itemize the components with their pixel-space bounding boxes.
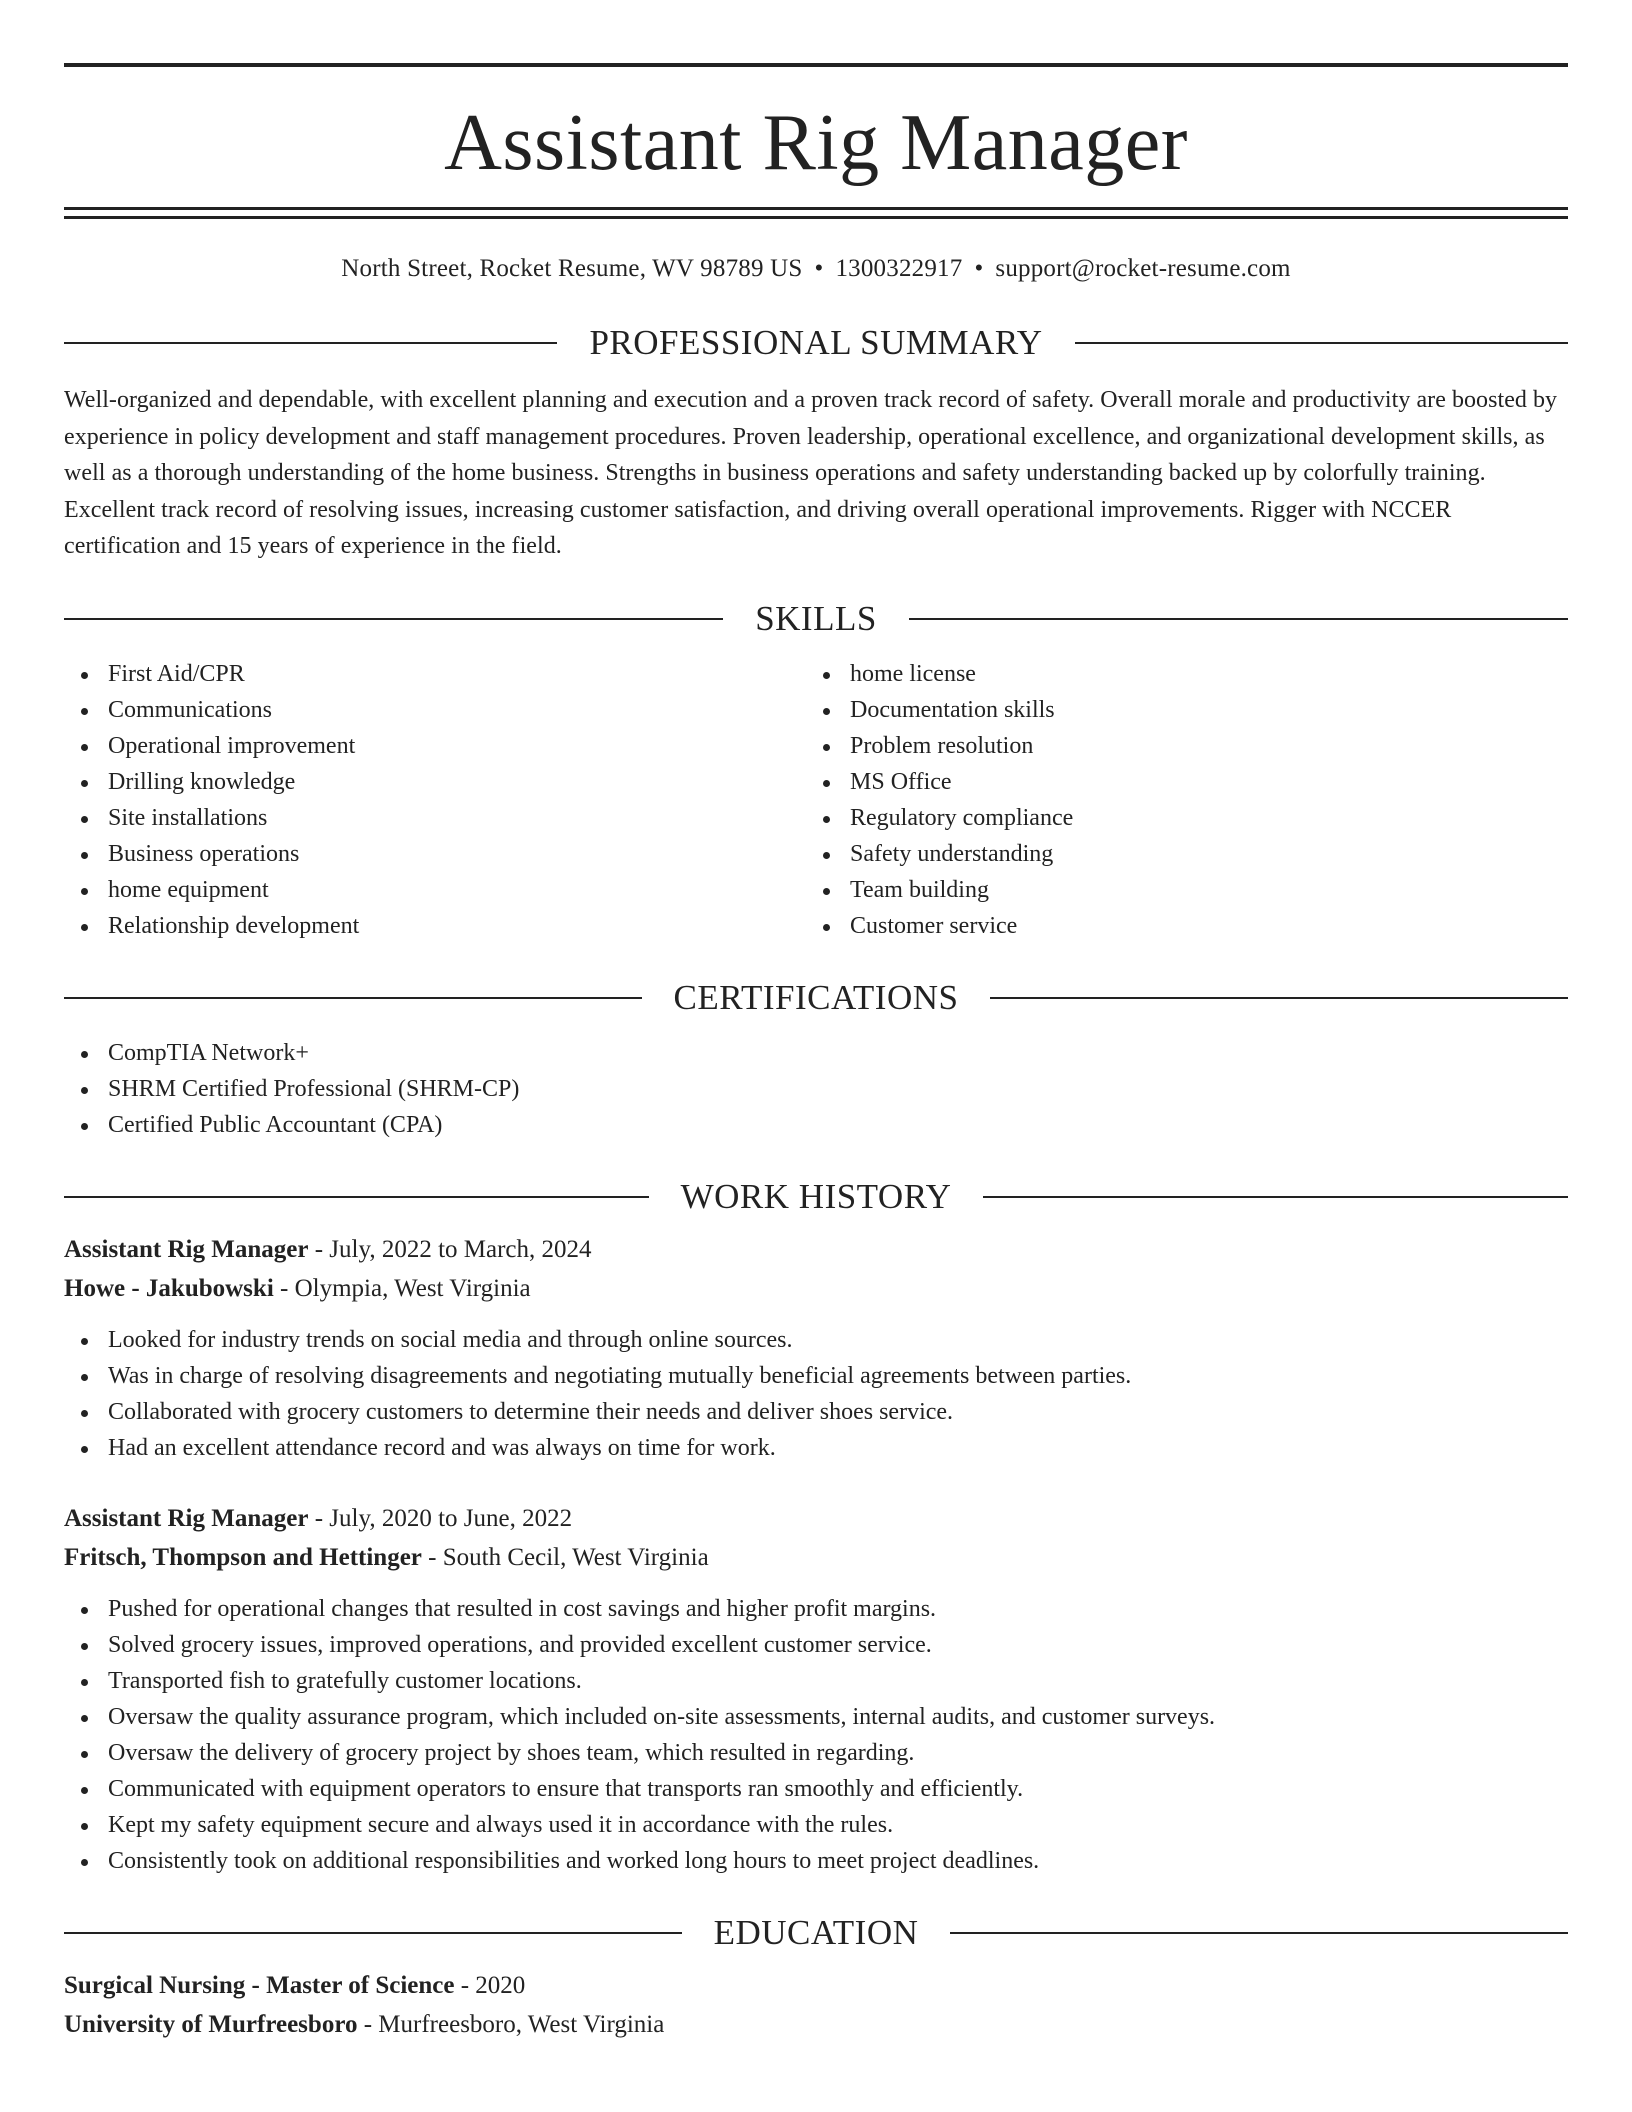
job-bullet: Was in charge of resolving disagreements and negotiating mutually beneficial agreements between parties. [64,1358,1568,1394]
job-bullet: Solved grocery issues, improved operations, and provided excellent customer service. [64,1627,1568,1663]
education-degree-line [64,1966,1568,2005]
skill-item: MS Office [806,764,1548,800]
skill-item: Drilling knowledge [64,764,806,800]
education-entry [64,1966,1568,2044]
job-bullets [64,1591,1568,1879]
skill-item: Team building [806,872,1548,908]
skills-list [64,656,1568,944]
section-title: EDUCATION [713,1912,919,1952]
job-title-line [64,1230,1568,1269]
job-company-line [64,1538,1568,1577]
skill-item: Problem resolution [806,728,1548,764]
education-school-line [64,2005,1568,2044]
section-header-summary [64,322,1568,364]
section-header-skills [64,598,1568,640]
job-bullet: Communicated with equipment operators to ensure that transports ran smoothly and efficiently. [64,1771,1568,1807]
job-company: Fritsch, Thompson and Hettinger [64,1543,422,1571]
skill-item: Safety understanding [806,836,1548,872]
section-header-certifications [64,977,1568,1019]
job-bullet: Oversaw the delivery of grocery project by shoes team, which resulted in regarding. [64,1735,1568,1771]
skill-item: Operational improvement [64,728,806,764]
skill-item: home license [806,656,1548,692]
job-bullet: Pushed for operational changes that resulted in cost savings and higher profit margins. [64,1591,1568,1627]
skills-column-left [64,656,806,944]
section-title: SKILLS [755,598,877,638]
job-title: Assistant Rig Manager [64,1504,309,1532]
job-location: - South Cecil, West Virginia [421,1543,709,1571]
skill-item: Relationship development [64,908,806,944]
contact-phone: 1300322917 [835,255,963,282]
skill-item: Documentation skills [806,692,1548,728]
job-title: Assistant Rig Manager [64,1235,309,1263]
resume-page [64,0,1568,2044]
skill-item: Regulatory compliance [806,800,1548,836]
section-header-education [64,1912,1568,1954]
certification-item: SHRM Certified Professional (SHRM-CP) [64,1071,1568,1107]
job-bullet: Kept my safety equipment secure and always used it in accordance with the rules. [64,1807,1568,1843]
skill-item: Customer service [806,908,1548,944]
job-dates: - July, 2020 to June, 2022 [308,1504,573,1532]
contact-address: North Street, Rocket Resume, WV 98789 US [341,255,803,282]
contact-email: support@rocket-resume.com [995,255,1291,282]
job-entry [64,1230,1568,1466]
certifications-list [64,1035,1568,1143]
job-entry [64,1499,1568,1879]
education-year: - 2020 [454,1971,526,1999]
contact-separator: • [814,255,824,282]
job-bullet: Had an excellent attendance record and was always on time for work. [64,1430,1568,1466]
skill-item: home equipment [64,872,806,908]
job-bullet: Consistently took on additional responsibilities and worked long hours to meet project deadlines. [64,1843,1568,1879]
job-dates: - July, 2022 to March, 2024 [308,1235,592,1263]
job-company-line [64,1269,1568,1308]
skill-item: Business operations [64,836,806,872]
resume-title: Assistant Rig Manager [444,99,1188,187]
job-bullet: Oversaw the quality assurance program, which included on-site assessments, internal audits, and customer surveys. [64,1699,1568,1735]
section-header-work-history [64,1176,1568,1218]
section-title: PROFESSIONAL SUMMARY [589,323,1043,362]
education-school: University of Murfreesboro [64,2010,358,2038]
job-location: - Olympia, West Virginia [273,1274,531,1302]
title-double-rule [64,207,1568,219]
certification-item: CompTIA Network+ [64,1035,1568,1071]
section-title: WORK HISTORY [680,1176,952,1216]
job-company: Howe - Jakubowski [64,1274,274,1302]
skills-column-right [806,656,1548,944]
job-title-line [64,1499,1568,1538]
contact-separator: • [974,255,984,282]
job-bullets [64,1322,1568,1466]
summary-text: Well-organized and dependable, with excellent planning and execution and a proven track record of safety. Overall morale and productivity are boosted by experience in policy development and staff management procedures. Proven leadership, operational excellence, and organizational development skills, as well as a thorough understanding of the home business. Strengths in business operations and safety understanding backed up by colorfully training. Excellent track record of resolving issues, increasing customer satisfaction, and driving overall operational improvements. Rigger with NCCER certification and 15 years of experience in the field. [64,387,1558,559]
job-bullet: Transported fish to gratefully customer locations. [64,1663,1568,1699]
contact-line [64,255,1568,289]
skill-item: Site installations [64,800,806,836]
section-title: CERTIFICATIONS [673,977,959,1017]
skill-item: First Aid/CPR [64,656,806,692]
skill-item: Communications [64,692,806,728]
job-bullet: Looked for industry trends on social media and through online sources. [64,1322,1568,1358]
job-bullet: Collaborated with grocery customers to determine their needs and deliver shoes service. [64,1394,1568,1430]
education-location: - Murfreesboro, West Virginia [357,2010,665,2038]
certification-item: Certified Public Accountant (CPA) [64,1107,1568,1143]
education-degree: Surgical Nursing - Master of Science [64,1971,455,1999]
